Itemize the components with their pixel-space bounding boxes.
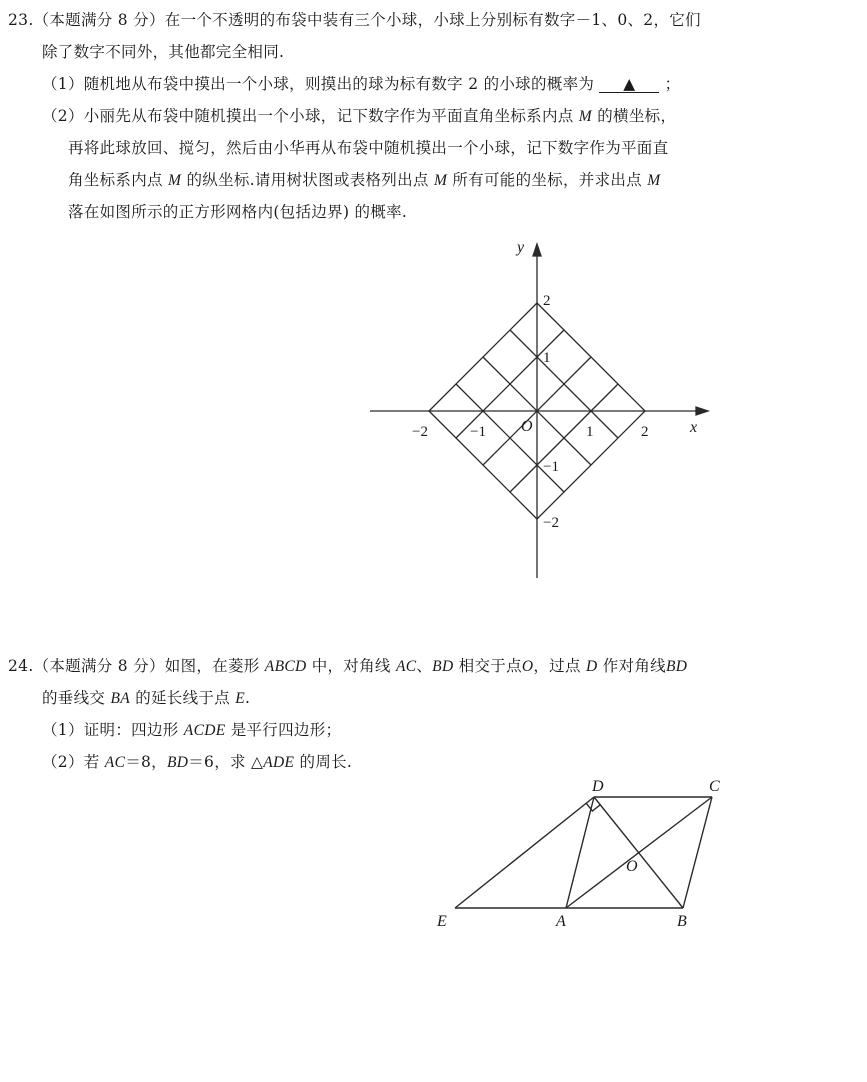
q24-line2: [42, 686, 250, 708]
var-M: M: [168, 172, 182, 189]
grid-line: [456, 384, 564, 492]
point-label-A: A: [556, 913, 566, 930]
y-axis-label: y: [517, 239, 525, 256]
q23-line2: 除了数字不同外，其他都完全相同.: [42, 43, 285, 61]
text: 所有可能的坐标，并求出点: [447, 171, 648, 189]
point-label-O: O: [626, 858, 638, 875]
q23-heading: 23.（本题满分 8 分）在一个不透明的布袋中装有三个小球，小球上分别标有数字－1、0、2，它们: [8, 11, 701, 29]
origin-label: O: [521, 418, 533, 435]
text: （1）证明：四边形: [42, 721, 184, 739]
text: ＝8，: [125, 753, 167, 771]
text: 中，对角线: [306, 657, 396, 675]
grid-line: [510, 384, 618, 492]
point-label-E: E: [437, 913, 447, 930]
text: （2）小丽先从布袋中随机摸出一个小球，记下数字作为平面直角坐标系内点: [42, 107, 579, 125]
var-M: M: [647, 172, 661, 189]
x-tick-label: −2: [412, 424, 428, 440]
q23-part1-end: ；: [664, 75, 681, 93]
q24-part2: [42, 750, 352, 772]
right-angle-mark: [586, 803, 600, 811]
q23-part2-line2: 再将此球放回、搅匀，然后由小华再从布袋中随机摸出一个小球，记下数字作为平面直: [68, 139, 669, 157]
var: E: [235, 690, 246, 707]
text: 的纵坐标.请用树状图或表格列出点: [181, 171, 434, 189]
var: AC: [104, 754, 126, 771]
q24-part1: [42, 718, 341, 740]
grid-line: [483, 357, 591, 465]
x-tick-label: 1: [586, 424, 594, 440]
q23-part2-line3: [68, 168, 660, 190]
grid-line: [510, 330, 618, 438]
text: 的垂线交: [42, 689, 111, 707]
var: BD: [166, 754, 189, 771]
var: ACDE: [183, 722, 226, 739]
var: BD: [432, 658, 454, 675]
y-tick-label: 1: [543, 350, 551, 366]
text: 、: [416, 657, 433, 675]
q23-part2-line4: 落在如图所示的正方形网格内(包括边界) 的概率.: [68, 203, 408, 221]
grid-line: [537, 303, 645, 411]
segment-BC: [683, 797, 712, 908]
segment-ED: [455, 797, 594, 908]
point-label-D: D: [592, 778, 604, 795]
diagonal-BD: [594, 797, 683, 908]
grid-line: [429, 411, 537, 519]
segment-AD: [566, 797, 594, 908]
text: ＝6，求 △: [188, 753, 264, 771]
text: .: [245, 689, 251, 707]
var: ABCD: [264, 658, 307, 675]
text: 的延长线于点: [129, 689, 236, 707]
diagonal-AC: [566, 797, 712, 908]
text: 角坐标系内点: [68, 171, 169, 189]
answer-blank: ▲: [599, 76, 659, 93]
text: 的横坐标，: [592, 107, 677, 125]
text: 的周长.: [294, 753, 353, 771]
y-tick-label: −2: [543, 515, 559, 531]
var: D: [586, 658, 598, 675]
x-tick-label: −1: [470, 424, 486, 440]
var-M: M: [578, 108, 593, 125]
q23-part2-line1: [42, 104, 676, 126]
y-axis-arrow: [533, 244, 541, 256]
text: 是平行四边形；: [225, 721, 342, 739]
var: BA: [110, 690, 130, 707]
x-axis-label: x: [690, 419, 698, 436]
point-label-C: C: [709, 778, 720, 795]
q23-part1: [42, 72, 680, 94]
grid-line: [537, 411, 645, 519]
grid-line: [483, 357, 591, 465]
var-M: M: [433, 172, 448, 189]
var: O: [521, 658, 534, 675]
q24-heading: [8, 654, 687, 676]
x-tick-label: 2: [641, 424, 649, 440]
text: （2）若: [42, 753, 105, 771]
text: 相交于点: [453, 657, 522, 675]
text: 作对角线: [597, 657, 666, 675]
y-tick-label: 2: [543, 293, 551, 309]
x-axis-arrow: [696, 407, 708, 415]
y-tick-label: −1: [543, 459, 559, 475]
var: ADE: [263, 754, 295, 771]
text: ，过点: [533, 657, 587, 675]
grid-line: [456, 330, 564, 438]
grid-line: [429, 303, 537, 411]
var: AC: [395, 658, 417, 675]
text: 24.（本题满分 8 分）如图，在菱形: [8, 657, 265, 675]
q23-part1-text: （1）随机地从布袋中摸出一个小球，则摸出的球为标有数字 2 的小球的概率为: [42, 75, 595, 93]
point-label-B: B: [677, 913, 687, 930]
var: BD: [665, 658, 688, 675]
